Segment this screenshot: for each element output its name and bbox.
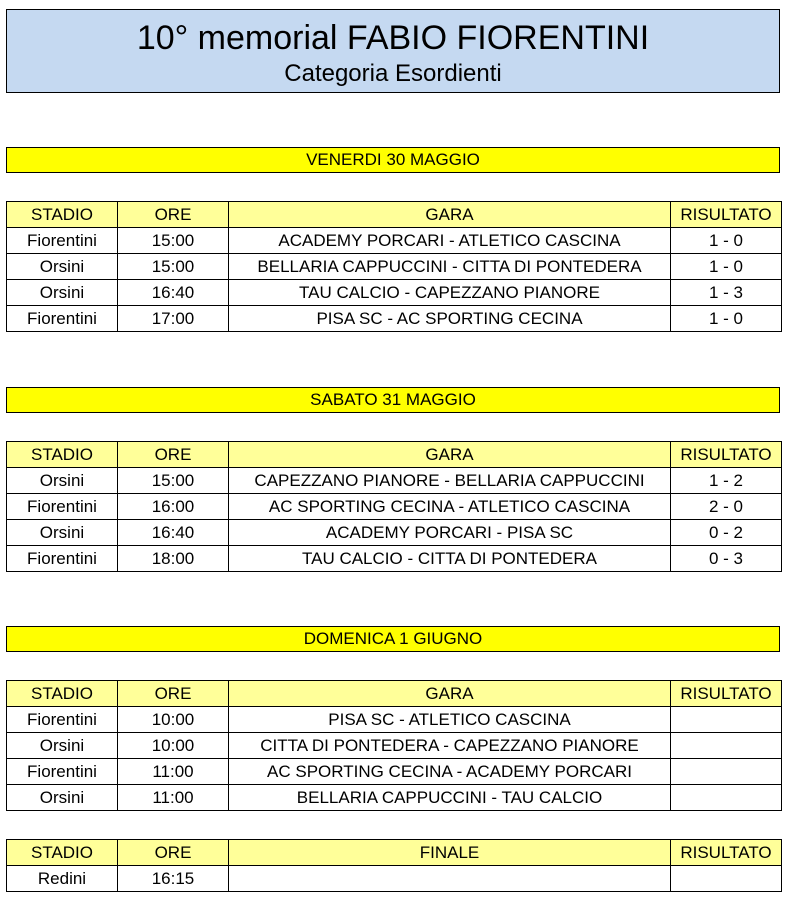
cell-stadio: Fiorentini (7, 546, 118, 572)
cell-ore: 10:00 (118, 707, 229, 733)
table-row (7, 866, 782, 892)
cell-stadio: Orsini (7, 280, 118, 306)
table-row (7, 494, 782, 520)
cell-gara: ACADEMY PORCARI - PISA SC (229, 520, 671, 546)
cell-stadio: Orsini (7, 520, 118, 546)
cell-ore: 15:00 (118, 228, 229, 254)
schedule-table-finale (6, 839, 782, 892)
column-header-gara: GARA (229, 442, 671, 468)
cell-ore: 15:00 (118, 468, 229, 494)
column-header-stadio: STADIO (7, 681, 118, 707)
column-header-ore: ORE (118, 202, 229, 228)
cell-gara: BELLARIA CAPPUCCINI - TAU CALCIO (229, 785, 671, 811)
cell-risultato: 1 - 2 (671, 468, 782, 494)
schedule-table-venerdi (6, 201, 782, 332)
cell-gara (229, 866, 671, 892)
cell-ore: 16:00 (118, 494, 229, 520)
cell-stadio: Fiorentini (7, 707, 118, 733)
column-header-ore: ORE (118, 681, 229, 707)
column-header-ore: ORE (118, 442, 229, 468)
column-header-finale: FINALE (229, 840, 671, 866)
page-subtitle: Categoria Esordienti (284, 60, 502, 87)
table-row (7, 785, 782, 811)
cell-ore: 17:00 (118, 306, 229, 332)
cell-stadio: Redini (7, 866, 118, 892)
cell-gara: PISA SC - ATLETICO CASCINA (229, 707, 671, 733)
day-banner-domenica: DOMENICA 1 GIUGNO (6, 626, 780, 652)
cell-gara: TAU CALCIO - CITTA DI PONTEDERA (229, 546, 671, 572)
cell-stadio: Fiorentini (7, 228, 118, 254)
cell-gara: CITTA DI PONTEDERA - CAPEZZANO PIANORE (229, 733, 671, 759)
cell-gara: PISA SC - AC SPORTING CECINA (229, 306, 671, 332)
column-header-risultato: RISULTATO (671, 202, 782, 228)
cell-risultato (671, 759, 782, 785)
column-header-stadio: STADIO (7, 840, 118, 866)
column-header-gara: GARA (229, 202, 671, 228)
cell-ore: 16:15 (118, 866, 229, 892)
cell-stadio: Fiorentini (7, 306, 118, 332)
cell-gara: ACADEMY PORCARI - ATLETICO CASCINA (229, 228, 671, 254)
cell-ore: 11:00 (118, 759, 229, 785)
cell-risultato (671, 866, 782, 892)
cell-stadio: Fiorentini (7, 494, 118, 520)
column-header-ore: ORE (118, 840, 229, 866)
cell-risultato: 1 - 0 (671, 228, 782, 254)
cell-gara: CAPEZZANO PIANORE - BELLARIA CAPPUCCINI (229, 468, 671, 494)
cell-stadio: Orsini (7, 785, 118, 811)
column-header-gara: GARA (229, 681, 671, 707)
table-row (7, 733, 782, 759)
title-box (6, 9, 780, 93)
table-row (7, 546, 782, 572)
cell-risultato: 1 - 0 (671, 306, 782, 332)
table-row (7, 254, 782, 280)
cell-ore: 11:00 (118, 785, 229, 811)
cell-ore: 15:00 (118, 254, 229, 280)
table-row (7, 228, 782, 254)
page-title: 10° memorial FABIO FIORENTINI (136, 19, 650, 57)
table-row (7, 707, 782, 733)
table-header-row (7, 202, 782, 228)
day-banner-venerdi: VENERDI 30 MAGGIO (6, 147, 780, 173)
cell-ore: 10:00 (118, 733, 229, 759)
cell-risultato: 0 - 2 (671, 520, 782, 546)
schedule-table-sabato (6, 441, 782, 572)
cell-stadio: Fiorentini (7, 759, 118, 785)
column-header-risultato: RISULTATO (671, 442, 782, 468)
cell-stadio: Orsini (7, 468, 118, 494)
table-header-row (7, 681, 782, 707)
cell-risultato: 1 - 0 (671, 254, 782, 280)
table-row (7, 280, 782, 306)
column-header-risultato: RISULTATO (671, 840, 782, 866)
column-header-stadio: STADIO (7, 202, 118, 228)
column-header-stadio: STADIO (7, 442, 118, 468)
cell-risultato: 0 - 3 (671, 546, 782, 572)
day-banner-sabato: SABATO 31 MAGGIO (6, 387, 780, 413)
cell-ore: 16:40 (118, 280, 229, 306)
table-header-row (7, 840, 782, 866)
table-row (7, 520, 782, 546)
cell-risultato: 1 - 3 (671, 280, 782, 306)
cell-gara: AC SPORTING CECINA - ACADEMY PORCARI (229, 759, 671, 785)
cell-stadio: Orsini (7, 733, 118, 759)
cell-gara: TAU CALCIO - CAPEZZANO PIANORE (229, 280, 671, 306)
table-row (7, 759, 782, 785)
column-header-risultato: RISULTATO (671, 681, 782, 707)
table-header-row (7, 442, 782, 468)
cell-ore: 16:40 (118, 520, 229, 546)
cell-gara: BELLARIA CAPPUCCINI - CITTA DI PONTEDERA (229, 254, 671, 280)
cell-stadio: Orsini (7, 254, 118, 280)
cell-risultato: 2 - 0 (671, 494, 782, 520)
table-row (7, 468, 782, 494)
cell-risultato (671, 733, 782, 759)
cell-gara: AC SPORTING CECINA - ATLETICO CASCINA (229, 494, 671, 520)
cell-risultato (671, 785, 782, 811)
cell-risultato (671, 707, 782, 733)
cell-ore: 18:00 (118, 546, 229, 572)
table-row (7, 306, 782, 332)
schedule-table-domenica (6, 680, 782, 811)
